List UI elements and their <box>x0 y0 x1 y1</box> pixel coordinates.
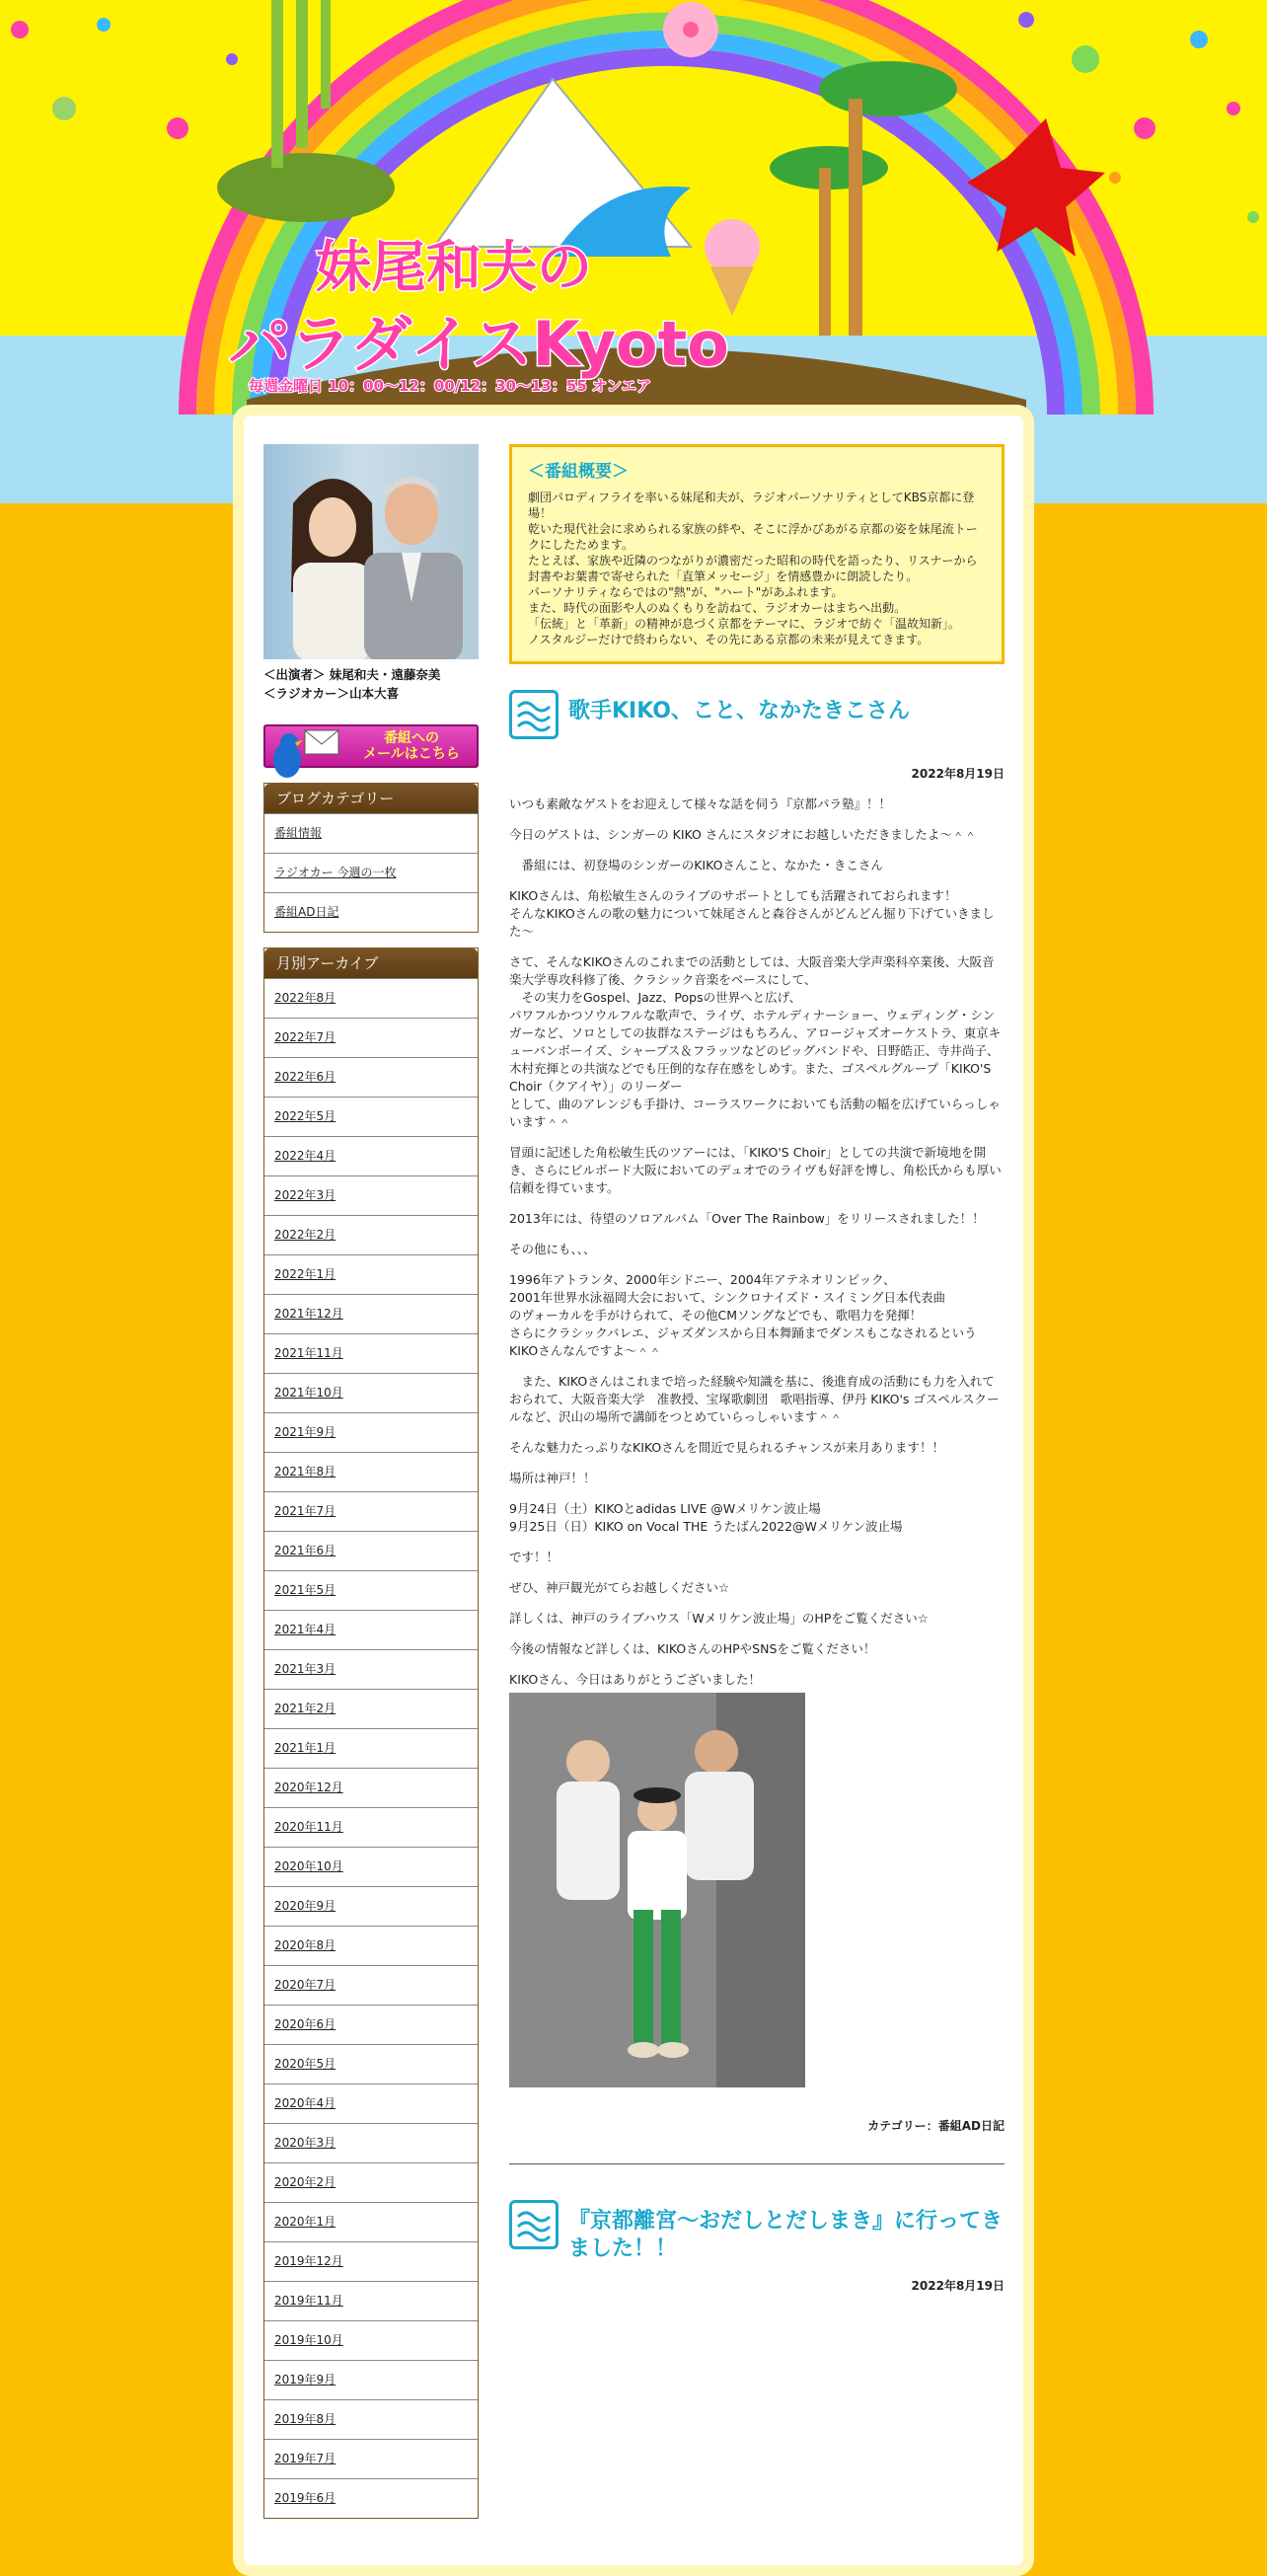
post-paragraph: 今日のゲストは、シンガーの KIKO さんにスタジオにお越しいただきましたよ～＾＾ <box>509 827 977 842</box>
blog-categories-heading: ブログカテゴリー <box>264 784 478 813</box>
archive-link[interactable]: 2022年1月 <box>274 1267 336 1281</box>
archive-item[interactable] <box>264 2084 478 2123</box>
archive-link[interactable]: 2020年2月 <box>274 2175 336 2189</box>
archive-item[interactable] <box>264 1018 478 1057</box>
archive-item[interactable] <box>264 1254 478 1294</box>
blog-categories-box <box>263 783 479 933</box>
archive-item[interactable] <box>264 1373 478 1412</box>
overview-line: たとえば、家族や近隣のつながりが濃密だった昭和の時代を語ったり、リスナーから封書やお葉書で寄せられた「直筆メッセージ」を情感豊かに朗読したり。 <box>528 554 978 583</box>
archive-link[interactable]: 2020年4月 <box>274 2096 336 2110</box>
sidebar <box>263 444 481 2519</box>
archive-link[interactable]: 2020年11月 <box>274 1820 343 1834</box>
post-paragraph: 場所は神戸！！ <box>509 1471 596 1485</box>
overview-line: ノスタルジーだけで終わらない、その先にある京都の未来が見えてきます。 <box>528 633 930 646</box>
archive-item[interactable] <box>264 2281 478 2320</box>
program-overview <box>509 444 1005 664</box>
archive-link[interactable]: 2020年10月 <box>274 1859 343 1873</box>
post-paragraph: さて、そんなKIKOさんのこれまでの活動としては、大阪音楽大学声楽科卒業後、大阪音楽大学専攻科修了後、クラシック音楽をベースにして、 その実力をGospel、Jazz、Popsの世界へと広げ、 パワフルかつソウルフルな歌声で、ライヴ、ホテルディナーショー、ウェディング・シンガーなど、ソロとしての抜群なステージはもちろん、アロージャズオーケストラ、東京キューバンボーイズ、シャープス＆フラッツなどのビッグバンドや、日野皓正、寺井尚子、木村充揮との共演などでも圧倒的な存在感をしめす。また、ゴスペルグループ「KIKO'S Choir（クアイヤ）」のリーダー として、曲のアレンジも手掛け、コーラスワークにおいても活動の幅を広げていらっしゃいます＾＾ <box>509 954 1002 1129</box>
archive-item[interactable] <box>264 1926 478 1965</box>
post-body <box>509 796 1005 1689</box>
archive-item[interactable] <box>264 1886 478 1926</box>
archive-link[interactable]: 2019年9月 <box>274 2373 336 2387</box>
category-item[interactable] <box>264 813 478 853</box>
archive-link[interactable]: 2019年10月 <box>274 2333 343 2347</box>
cast-radio-car: ＜ラジオカー＞山本大喜 <box>263 686 400 701</box>
post-title-link[interactable]: 歌手KIKO、こと、なかたきこさん <box>568 699 910 723</box>
archive-item[interactable] <box>264 1412 478 1452</box>
archive-item[interactable] <box>264 1215 478 1254</box>
archive-item[interactable] <box>264 2241 478 2281</box>
archive-link[interactable]: 2020年6月 <box>274 2017 336 2031</box>
archive-link[interactable]: 2019年12月 <box>274 2254 343 2268</box>
post-paragraph: 冒頭に記述した角松敏生氏のツアーには、「KIKO'S Choir」としての共演で新境地を開き、さらにビルボード大阪においてのデュオでのライヴも好評を博し、角松氏からも厚い信頼を得ています。 <box>509 1145 1002 1195</box>
archive-link[interactable]: 2022年3月 <box>274 1188 336 1202</box>
post-title-link[interactable]: 『京都離宮〜おだしとだしまき』に行ってきました！！ <box>568 2209 1004 2261</box>
archive-item[interactable] <box>264 1768 478 1807</box>
archive-link[interactable]: 2021年1月 <box>274 1741 336 1755</box>
overview-line: 劇団パロディフライを率いる妹尾和夫が、ラジオパーソナリティとしてKBS京都に登場！ <box>528 491 975 520</box>
post-title-row <box>509 690 1005 739</box>
archive-link[interactable]: 2021年10月 <box>274 1386 343 1400</box>
archive-item[interactable] <box>264 2439 478 2478</box>
archive-item[interactable] <box>264 1965 478 2005</box>
archive-link[interactable]: 2019年8月 <box>274 2412 336 2426</box>
archive-item[interactable] <box>264 1649 478 1689</box>
archive-link[interactable]: 2021年4月 <box>274 1623 336 1636</box>
archive-item[interactable] <box>264 1333 478 1373</box>
main-content <box>509 444 1005 2294</box>
site-title-line1: 妹尾和夫の <box>316 236 592 300</box>
archive-link[interactable]: 2019年7月 <box>274 2452 336 2465</box>
category-item[interactable] <box>264 892 478 932</box>
category-link[interactable]: 番組情報 <box>274 826 323 840</box>
mail-banner-line2: メールはこちら <box>363 746 460 762</box>
bird-mail-icon <box>260 720 348 790</box>
archive-link[interactable]: 2022年6月 <box>274 1070 336 1084</box>
archive-link[interactable]: 2021年7月 <box>274 1504 336 1518</box>
category-link[interactable]: 番組AD日記 <box>274 905 339 919</box>
archive-item[interactable] <box>264 2044 478 2084</box>
archive-link[interactable]: 2020年3月 <box>274 2136 336 2150</box>
wave-icon <box>509 690 559 739</box>
cast-performers: ＜出演者＞ 妹尾和夫・遠藤奈美 <box>263 667 441 682</box>
archive-link[interactable]: 2020年9月 <box>274 1899 336 1913</box>
post-paragraph: 番組には、初登場のシンガーのKIKOさんこと、なかた・きこさん <box>509 858 883 872</box>
post-paragraph: KIKOさんは、角松敏生さんのライブのサポートとしても活躍されておられます！ そんなKIKOさんの歌の魅力について妹尾さんと森谷さんがどんどん掘り下げていきました～ <box>509 888 995 939</box>
archive-item[interactable] <box>264 2162 478 2202</box>
archive-link[interactable]: 2022年8月 <box>274 991 336 1005</box>
overview-line: また、時代の面影や人のぬくもりを訪ねて、ラジオカーはまちへ出動。 <box>528 601 907 615</box>
post-photo <box>509 1693 805 2087</box>
mail-banner-line1: 番組への <box>384 730 439 746</box>
overview-line: 「伝統」と「革新」の精神が息づく京都をテーマに、ラジオで紡ぐ「温故知新」。 <box>528 617 961 631</box>
archive-item[interactable] <box>264 2320 478 2360</box>
overview-line: 乾いた現代社会に求められる家族の絆や、そこに浮かびあがる京都の姿を妹尾流トークにしたためます。 <box>528 522 978 552</box>
category-item[interactable] <box>264 853 478 892</box>
post-paragraph: 今後の情報など詳しくは、KIKOさんのHPやSNSをご覧ください！ <box>509 1641 876 1656</box>
post-date: 2022年8月19日 <box>911 2279 1005 2293</box>
archive-item[interactable] <box>264 1097 478 1136</box>
archive-item[interactable] <box>264 2005 478 2044</box>
archive-link[interactable]: 2019年6月 <box>274 2491 336 2505</box>
archive-link[interactable]: 2021年9月 <box>274 1425 336 1439</box>
archive-item[interactable] <box>264 2123 478 2162</box>
overview-title: ＜番組概要＞ <box>528 462 629 482</box>
post-paragraph: です！！ <box>509 1550 559 1564</box>
archive-item[interactable] <box>264 1531 478 1570</box>
mail-us-banner[interactable] <box>263 724 479 768</box>
monthly-archive-box <box>263 947 479 2519</box>
archive-link[interactable]: 2022年2月 <box>274 1228 336 1242</box>
archive-item[interactable] <box>264 978 478 1018</box>
category-link[interactable]: ラジオカー 今週の一枚 <box>274 866 397 879</box>
airtime-text: 毎週金曜日 10：00～12：00/12：30～13：55 オンエア <box>249 377 651 395</box>
archive-item[interactable] <box>264 1689 478 1728</box>
archive-item[interactable] <box>264 1452 478 1491</box>
archive-link[interactable]: 2022年7月 <box>274 1030 336 1044</box>
archive-link[interactable]: 2021年3月 <box>274 1662 336 1676</box>
archive-link[interactable]: 2022年4月 <box>274 1149 336 1163</box>
post-paragraph: ぜひ、神戸観光がてらお越しください☆ <box>509 1580 730 1595</box>
archive-item[interactable] <box>264 2478 478 2518</box>
archive-link[interactable]: 2020年1月 <box>274 2215 336 2229</box>
post-paragraph: そんな魅力たっぷりなKIKOさんを間近で見られるチャンスが来月あります！！ <box>509 1440 944 1455</box>
archive-item[interactable] <box>264 2399 478 2439</box>
archive-link[interactable]: 2021年6月 <box>274 1544 336 1557</box>
post-paragraph: KIKOさん、今日はありがとうございました！ <box>509 1672 761 1687</box>
archive-item[interactable] <box>264 2360 478 2399</box>
site-title-line2: パラダイスKyoto <box>229 308 729 380</box>
post-divider <box>509 2163 1005 2164</box>
post-date: 2022年8月19日 <box>911 767 1005 781</box>
archive-item[interactable] <box>264 1807 478 1847</box>
post-paragraph: 1996年アトランタ、2000年シドニー、2004年アテネオリンピック、 2001年世界水泳福岡大会において、シンクロナイズド・スイミング日本代表曲 のヴォーカルを手がけられて、その他CMソングなどでも、歌唱力を発揮！ さらにクラシックバレエ、ジャズダンスから日本舞踊までダンスもこなされるというKIKOさんなんですよ～＾＾ <box>509 1272 977 1358</box>
archive-link[interactable]: 2020年7月 <box>274 1978 336 1992</box>
archive-link[interactable]: 2021年12月 <box>274 1307 343 1321</box>
post-paragraph: 9月24日（土）KIKOとadidas LIVE @Wメリケン波止場 9月25日（日）KIKO on Vocal THE うたばん2022@Wメリケン波止場 <box>509 1501 903 1534</box>
wave-icon <box>509 2200 559 2249</box>
post-paragraph: 詳しくは、神戸のライブハウス「Wメリケン波止場」のHPをご覧ください☆ <box>509 1611 930 1626</box>
hosts-photo <box>263 444 479 659</box>
archive-link[interactable]: 2022年5月 <box>274 1109 336 1123</box>
post-paragraph: その他にも、、、 <box>509 1242 596 1256</box>
post-title-row <box>509 2200 1005 2263</box>
overview-line: パーソナリティならではの"熱"が、"ハート"があふれます。 <box>528 585 844 599</box>
archive-item[interactable] <box>264 1294 478 1333</box>
post-category[interactable]: カテゴリー：番組AD日記 <box>867 2119 1005 2133</box>
archive-item[interactable] <box>264 1847 478 1886</box>
archive-item[interactable] <box>264 2202 478 2241</box>
post-paragraph: いつも素敵なゲストをお迎えして様々な話を伺う『京都パラ塾』！！ <box>509 796 892 811</box>
monthly-archive-heading: 月別アーカイブ <box>264 948 478 978</box>
archive-item[interactable] <box>264 1057 478 1097</box>
archive-link[interactable]: 2021年5月 <box>274 1583 336 1597</box>
post-paragraph: また、KIKOさんはこれまで培った経験や知識を基に、後進育成の活動にも力を入れておられて、大阪音楽大学 准教授、宝塚歌劇団 歌唱指導、伊丹 KIKO's ゴスペルスクールなど、沢山の場所で講師をつとめていらっしゃいます＾＾ <box>509 1374 1000 1424</box>
archive-link[interactable]: 2020年12月 <box>274 1780 343 1794</box>
archive-link[interactable]: 2021年11月 <box>274 1346 343 1360</box>
post-paragraph: 2013年には、待望のソロアルバム「Over The Rainbow」をリリースされました！！ <box>509 1211 985 1226</box>
archive-item[interactable] <box>264 1136 478 1175</box>
archive-item[interactable] <box>264 1175 478 1215</box>
archive-link[interactable]: 2021年2月 <box>274 1702 336 1715</box>
archive-link[interactable]: 2021年8月 <box>274 1465 336 1478</box>
archive-link[interactable]: 2019年11月 <box>274 2294 343 2308</box>
archive-item[interactable] <box>264 1491 478 1531</box>
archive-item[interactable] <box>264 1728 478 1768</box>
archive-item[interactable] <box>264 1610 478 1649</box>
archive-item[interactable] <box>264 1570 478 1610</box>
archive-link[interactable]: 2020年5月 <box>274 2057 336 2071</box>
archive-link[interactable]: 2020年8月 <box>274 1938 336 1952</box>
